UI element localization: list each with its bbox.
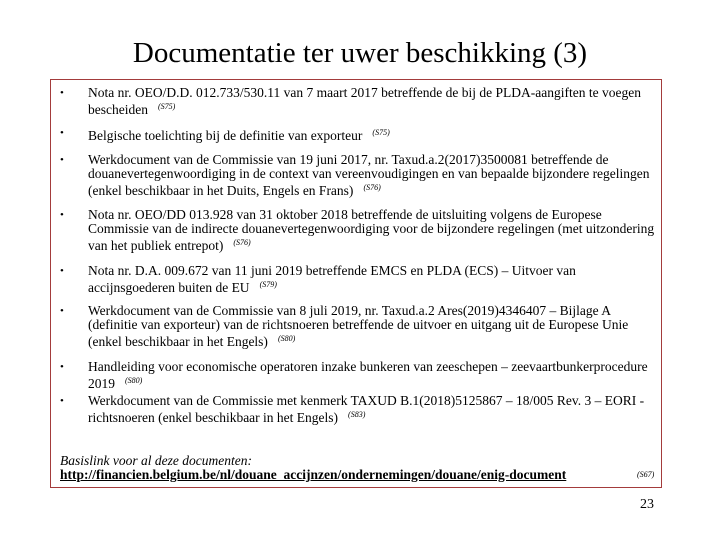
slide-reference: (S80)	[125, 376, 143, 385]
slide-reference: (S83)	[348, 410, 366, 419]
base-link-label: Basislink voor al deze documenten:	[60, 453, 252, 468]
base-link[interactable]: http://financien.belgium.be/nl/douane_accijnzen/ondernemingen/douane/enig-document	[60, 467, 567, 482]
item-text: Nota nr. OEO/DD 013.928 van 31 oktober 2018 betreffende de uitsluiting volgens de Europese Commissie van de indirecte douanevertegenwoordiging voor de bijzondere regelingen (met uitzondering van het publiek entrepot)	[88, 207, 655, 253]
item-text: Werkdocument van de Commissie van 19 juni 2017, nr. Taxud.a.2(2017)3500081 betreffende de douanevertegenwoordiging in de context van vereenvoudigingen en van bepaalde bijzondere regelingen (enkel beschikbaar in het Duits, Engels en Frans)	[88, 152, 650, 198]
bullet: •	[60, 87, 64, 99]
bullet: •	[60, 265, 64, 277]
slide-reference: (S75)	[372, 128, 390, 137]
item-text: Werkdocument van de Commissie van 8 juli 2019, nr. Taxud.a.2 Ares(2019)4346407 – Bijlage A (definitie van exporteur) van de richtsnoeren betreffende de uitvoer en uitgang uit de Europese Unie (enkel beschikbaar in het Engels)	[88, 303, 629, 349]
bullet: •	[60, 395, 64, 407]
item-text: Nota nr. OEO/D.D. 012.733/530.11 van 7 maart 2017 betreffende de bij de PLDA-aangiften te voegen bescheiden	[88, 85, 641, 117]
item-text: Nota nr. D.A. 009.672 van 11 juni 2019 betreffende EMCS en PLDA (ECS) – Uitvoer van accijnsgoederen buiten de EU	[88, 263, 576, 295]
slide-reference: (S67)	[637, 470, 655, 479]
slide-reference: (S75)	[157, 102, 176, 111]
bullet: •	[60, 209, 64, 221]
page-number: 23	[640, 497, 654, 512]
item-text: Werkdocument van de Commissie met kenmerk TAXUD B.1(2018)5125867 – 18/005 Rev. 3 – EORI -richtsnoeren (enkel beschikbaar in het Engels)	[88, 393, 645, 425]
base-link-block	[60, 454, 680, 482]
slide-reference: (S76)	[363, 183, 381, 192]
item-text: Handleiding voor economische operatoren inzake bunkeren van zeeschepen – zeevaartbunkerprocedure 2019	[88, 359, 648, 391]
slide-reference: (S76)	[233, 238, 251, 247]
bullet: •	[60, 154, 64, 166]
item-text: Belgische toelichting bij de definitie van exporteur	[88, 128, 363, 143]
bullet: •	[60, 305, 64, 317]
bullet: •	[60, 361, 64, 373]
slide-reference: (S80)	[277, 334, 296, 343]
slide-reference: (S79)	[259, 280, 277, 289]
bullet: •	[60, 127, 64, 139]
slide-title: Documentatie ter uwer beschikking (3)	[132, 37, 588, 69]
